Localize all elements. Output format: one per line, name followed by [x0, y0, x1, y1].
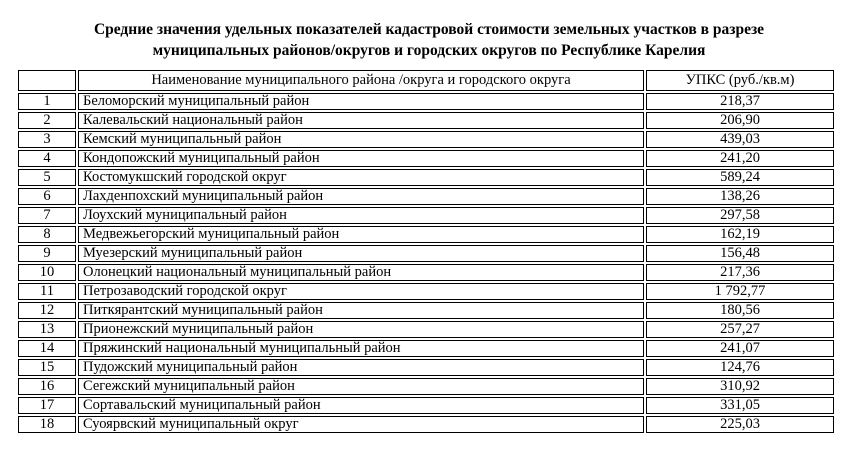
- row-number: 8: [18, 226, 76, 243]
- table-row: [18, 93, 834, 110]
- table-row: [18, 378, 834, 395]
- row-number: 13: [18, 321, 76, 338]
- table-row: [18, 226, 834, 243]
- table-row: [18, 112, 834, 129]
- table-row: [18, 340, 834, 357]
- district-name: Сортавальский муниципальный район: [78, 397, 644, 414]
- upks-value: 331,05: [646, 397, 834, 414]
- row-number: 3: [18, 131, 76, 148]
- table-row: [18, 416, 834, 433]
- row-number: 5: [18, 169, 76, 186]
- table-row: [18, 150, 834, 167]
- district-name: Суоярвский муниципальный округ: [78, 416, 644, 433]
- district-name: Костомукшский городской округ: [78, 169, 644, 186]
- table-row: [18, 169, 834, 186]
- table-row: [18, 397, 834, 414]
- upks-value: 225,03: [646, 416, 834, 433]
- row-number: 1: [18, 93, 76, 110]
- row-number: 6: [18, 188, 76, 205]
- district-name: Кондопожский муниципальный район: [78, 150, 644, 167]
- district-name: Беломорский муниципальный район: [78, 93, 644, 110]
- row-number: 10: [18, 264, 76, 281]
- header-number-column: [18, 70, 76, 91]
- row-number: 7: [18, 207, 76, 224]
- district-name: Муезерский муниципальный район: [78, 245, 644, 262]
- upks-value: 257,27: [646, 321, 834, 338]
- table-row: [18, 283, 834, 300]
- upks-value: 1 792,77: [646, 283, 834, 300]
- table-row: [18, 321, 834, 338]
- upks-value: 439,03: [646, 131, 834, 148]
- page-title: [39, 19, 819, 61]
- district-name: Питкярантский муниципальный район: [78, 302, 644, 319]
- district-name: Олонецкий национальный муниципальный район: [78, 264, 644, 281]
- table-row: [18, 264, 834, 281]
- upks-value: 162,19: [646, 226, 834, 243]
- district-name: Кемский муниципальный район: [78, 131, 644, 148]
- row-number: 18: [18, 416, 76, 433]
- table-row: [18, 207, 834, 224]
- upks-value: 310,92: [646, 378, 834, 395]
- header-district-name: Наименование муниципального района /округа и городского округа: [78, 70, 644, 91]
- district-name: Медвежьегорский муниципальный район: [78, 226, 644, 243]
- table-row: [18, 302, 834, 319]
- upks-value: 589,24: [646, 169, 834, 186]
- upks-value: 217,36: [646, 264, 834, 281]
- district-name: Пудожский муниципальный район: [78, 359, 644, 376]
- upks-value: 297,58: [646, 207, 834, 224]
- upks-value: 138,26: [646, 188, 834, 205]
- row-number: 9: [18, 245, 76, 262]
- table-body: [18, 93, 834, 433]
- row-number: 17: [18, 397, 76, 414]
- upks-value: 156,48: [646, 245, 834, 262]
- upks-value: 241,20: [646, 150, 834, 167]
- table-header-row: [18, 70, 834, 91]
- table-row: [18, 245, 834, 262]
- title-line-1: Средние значения удельных показателей кадастровой стоимости земельных участков в разрезе: [93, 21, 765, 38]
- row-number: 14: [18, 340, 76, 357]
- upks-value: 241,07: [646, 340, 834, 357]
- row-number: 4: [18, 150, 76, 167]
- upks-table: [16, 68, 836, 435]
- district-name: Сегежский муниципальный район: [78, 378, 644, 395]
- district-name: Лоухский муниципальный район: [78, 207, 644, 224]
- row-number: 16: [18, 378, 76, 395]
- table-row: [18, 131, 834, 148]
- row-number: 2: [18, 112, 76, 129]
- district-name: Лахденпохский муниципальный район: [78, 188, 644, 205]
- upks-value: 206,90: [646, 112, 834, 129]
- upks-value: 180,56: [646, 302, 834, 319]
- header-upks-value: УПКС (руб./кв.м): [646, 70, 834, 91]
- title-line-2: муниципальных районов/округов и городских округов по Республике Карелия: [152, 42, 706, 59]
- district-name: Калевальский национальный район: [78, 112, 644, 129]
- row-number: 11: [18, 283, 76, 300]
- row-number: 15: [18, 359, 76, 376]
- district-name: Пряжинский национальный муниципальный район: [78, 340, 644, 357]
- row-number: 12: [18, 302, 76, 319]
- upks-value: 124,76: [646, 359, 834, 376]
- table-row: [18, 359, 834, 376]
- district-name: Прионежский муниципальный район: [78, 321, 644, 338]
- district-name: Петрозаводский городской округ: [78, 283, 644, 300]
- table-row: [18, 188, 834, 205]
- upks-value: 218,37: [646, 93, 834, 110]
